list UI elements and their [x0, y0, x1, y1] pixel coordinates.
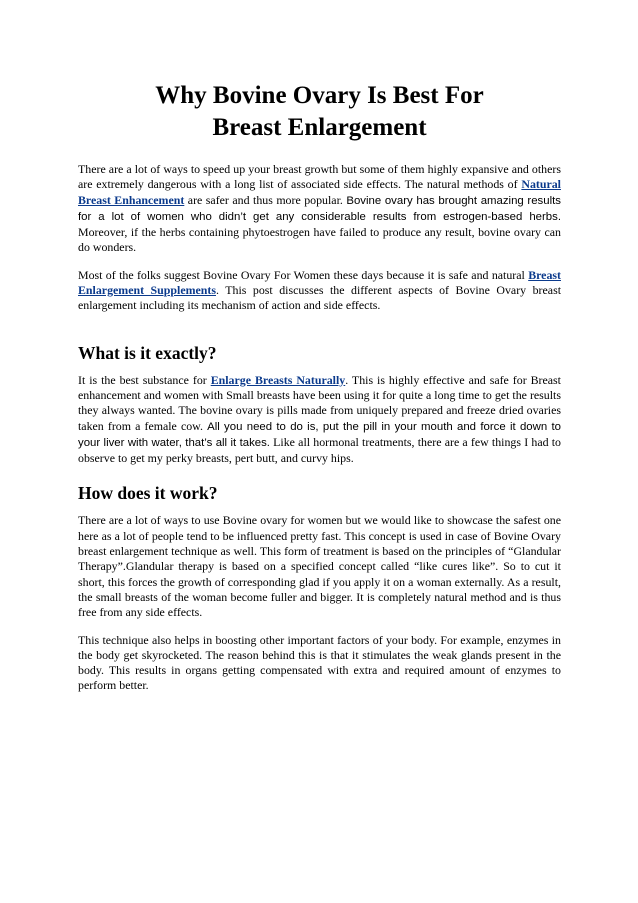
document-page	[78, 80, 561, 694]
title-line-2: Breast Enlargement	[212, 114, 427, 141]
breast-enlargement-supplements-link[interactable]: Breast Enlargement Supplements	[78, 267, 561, 298]
heading-what-is-it: What is it exactly?	[78, 342, 217, 363]
technique-paragraph: This technique also helps in boosting other important factors of your body. For example, enzymes in the body get skyrocketed. The reason behind this is that it stimulates the weak glands present in the body. This results in organs getting compensated with extra and required amount of enzymes to perform better.	[78, 632, 561, 693]
title-line-1: Why Bovine Ovary Is Best For	[155, 82, 484, 109]
what-paragraph: It is the best substance for Enlarge Breasts Naturally. This is highly effective and safe for Breast enhancement and women with Small breasts have been using it for quite a long time to get the results they always wanted. The bovine ovary is pills made from uniquely prepared and freeze dried ovaries taken from a female cow. All you need to do is, put the pill in your mouth and force it down to your liver with water, that’s all it takes. Like all hormonal treatments, there are a few things I had to observe to get my perky breasts, pert butt, and curvy hips.	[78, 372, 562, 466]
intro-paragraph: There are a lot of ways to speed up your breast growth but some of them highly expansive and others are extremely dangerous with a long list of associated side effects. The natural methods of Natural Breast Enhancement are safer and thus more popular. Bovine ovary has brought amazing results for a lot of women who didn’t get any considerable results from estrogen-based herbs. Moreover, if the herbs containing phytoestrogen have failed to produce any result, bovine ovary can do wonders.	[78, 162, 561, 255]
heading-how-does-it-work: How does it work?	[78, 483, 218, 504]
second-paragraph: Most of the folks suggest Bovine Ovary For Women these days because it is safe and natural Breast Enlargement Supplements. This post discusses the different aspects of Bovine Ovary breast enlargement including its mechanism of action and side effects.	[78, 267, 561, 313]
enlarge-breasts-naturally-link[interactable]: Enlarge Breasts Naturally	[210, 372, 346, 387]
natural-breast-enhancement-link[interactable]: Natural Breast Enhancement	[78, 177, 561, 207]
how-paragraph: There are a lot of ways to use Bovine ovary for women but we would like to showcase the safest one here as a lot of people tend to be influenced pretty fast. This concept is used in case of Bovine Ovary breast enlargement technique as well. This form of treatment is based on the principles of “Glandular Therapy”.Glandular therapy is based on a specified concept called “like cures like”. So to cut it short, this forces the growth of corresponding glad if you apply it on a woman externally. As a result, the small breasts of the woman become fuller and bigger. It is completely natural method and is thus free from any side effects.	[78, 513, 561, 620]
page-title	[78, 80, 561, 144]
